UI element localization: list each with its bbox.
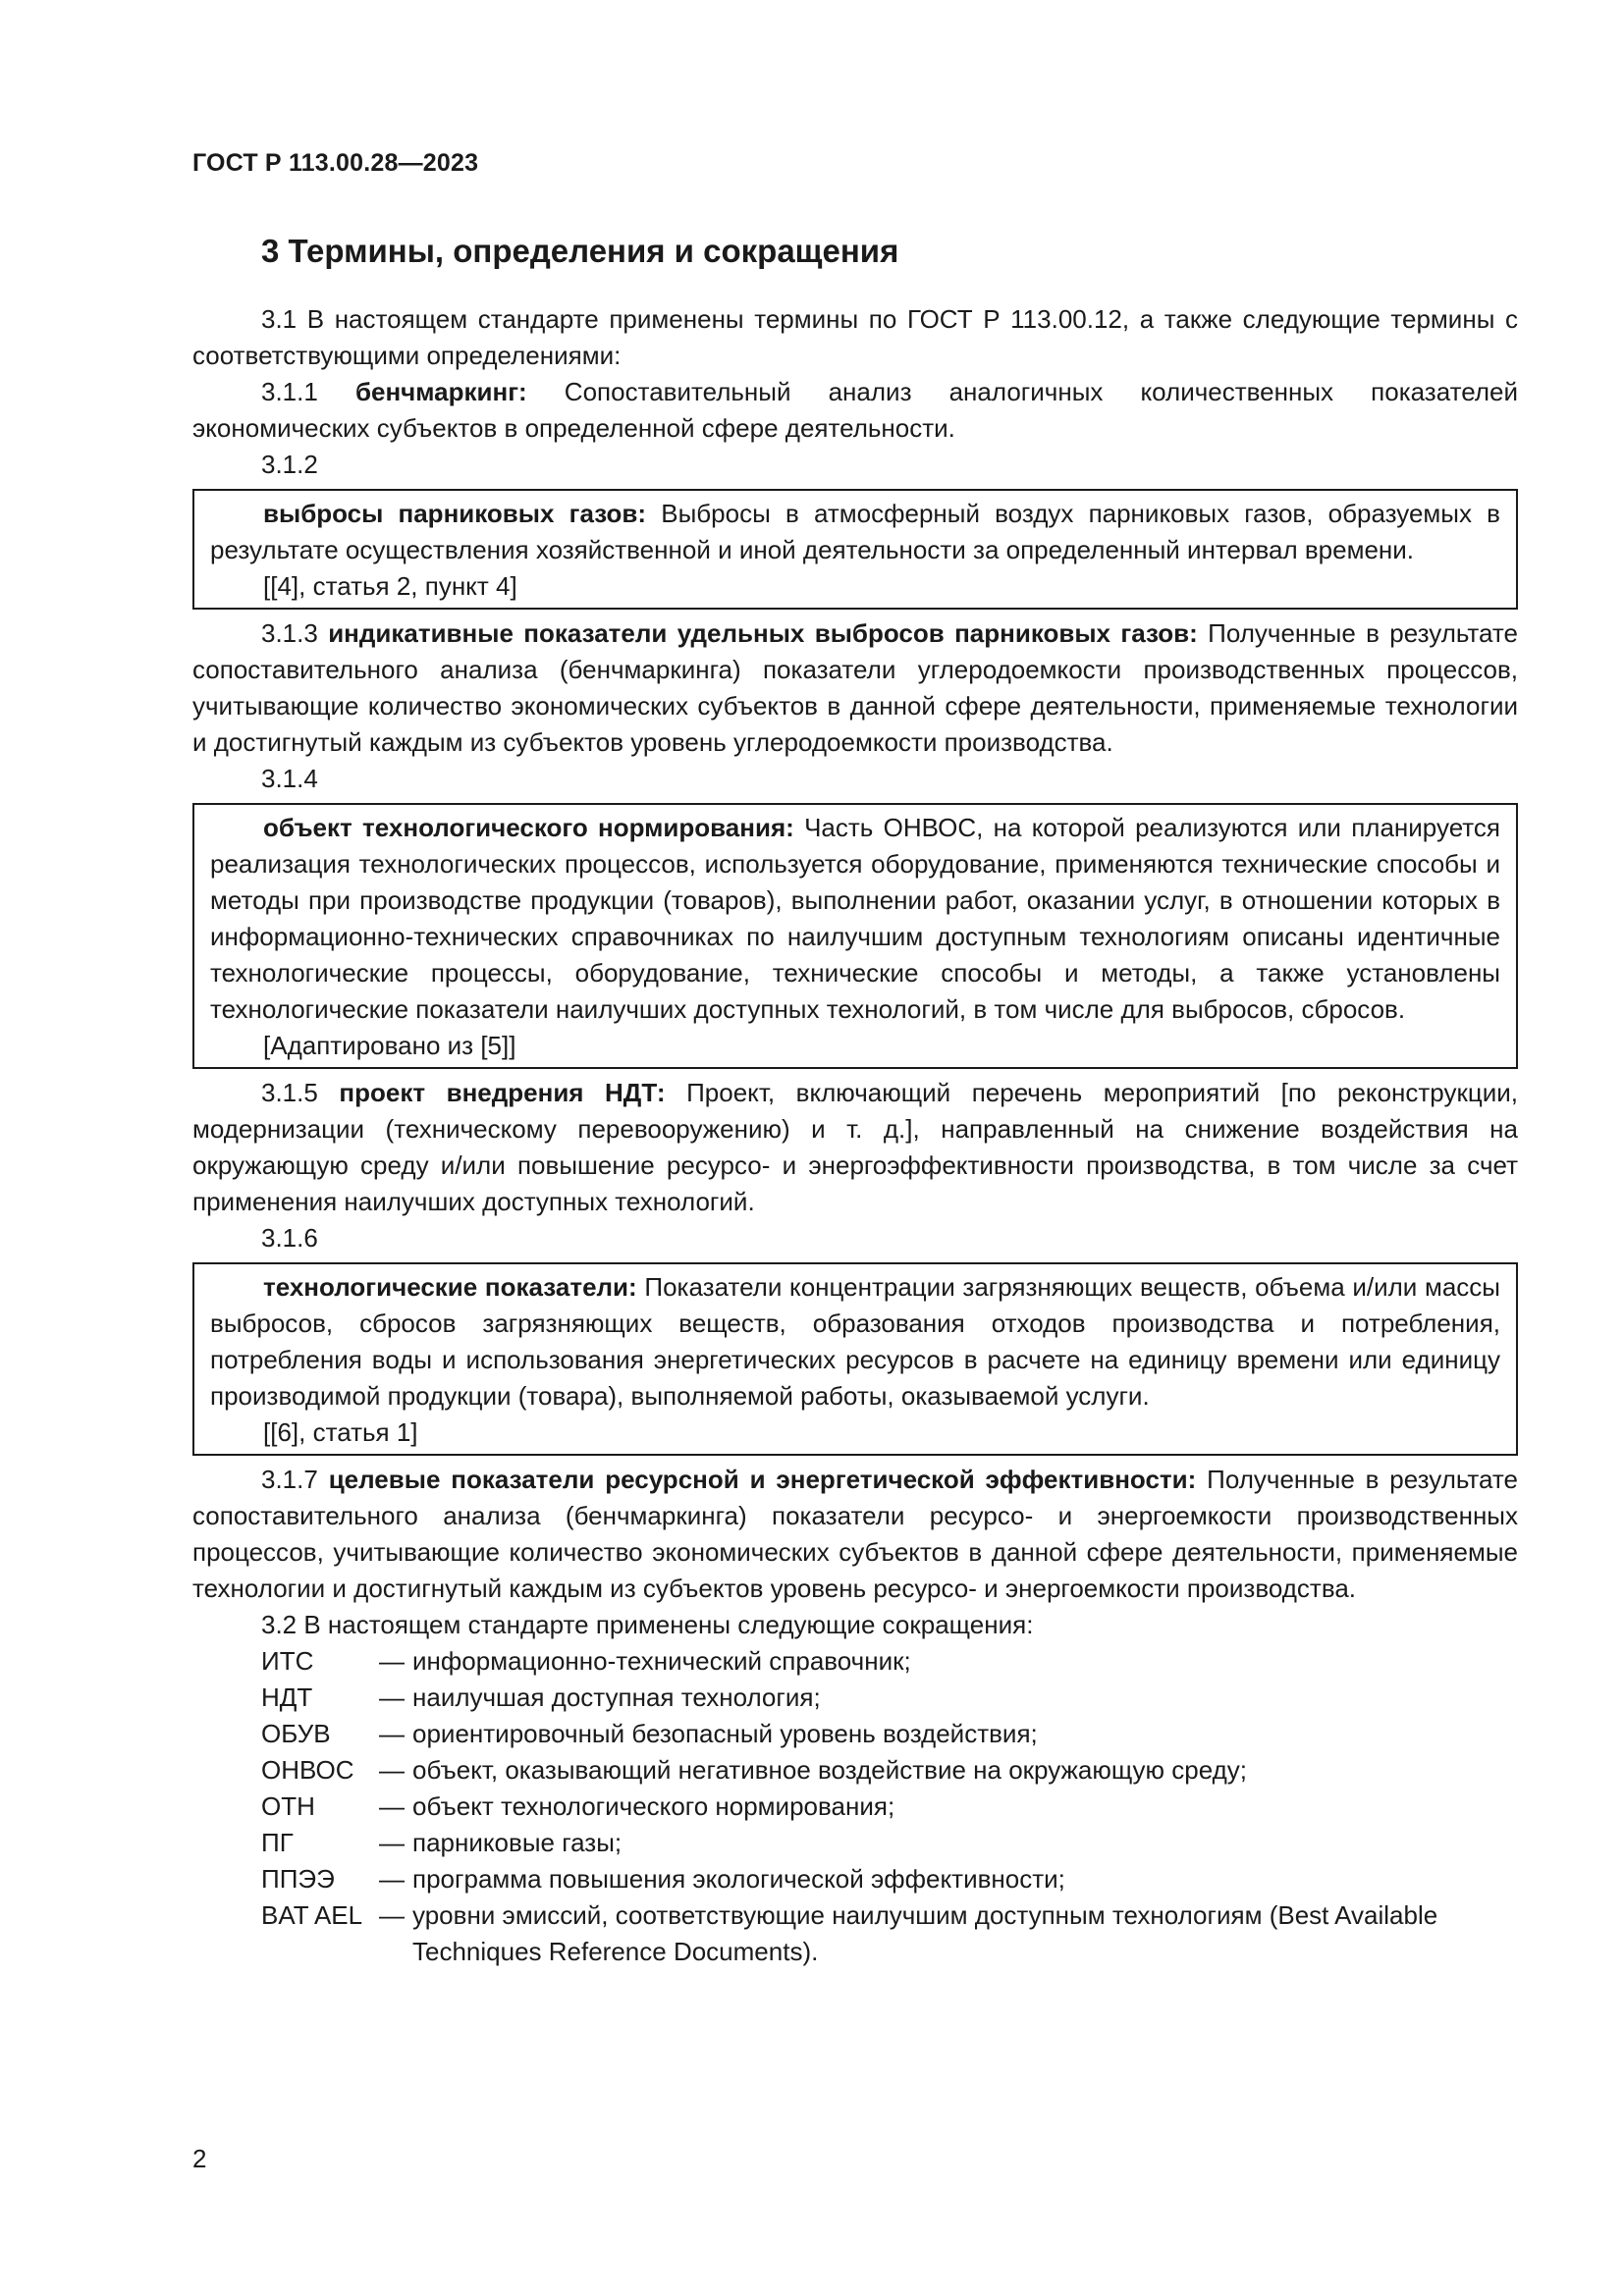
- term-number-3-1-6: 3.1.6: [261, 1223, 318, 1253]
- term-3-1-7: [192, 1462, 1518, 1607]
- abbr-value: парниковые газы;: [412, 1828, 623, 1857]
- abbr-key: ОНВОС: [261, 1755, 354, 1785]
- term-source: [Адаптировано из [5]]: [263, 1031, 516, 1060]
- term-name: целевые показатели ресурсной и энергетической эффективности:: [328, 1465, 1197, 1494]
- term-source: [[4], статья 2, пункт 4]: [263, 571, 517, 601]
- term-number-3-1-4: 3.1.4: [261, 764, 318, 793]
- term-number: 3.1.7: [261, 1465, 318, 1494]
- term-source: [[6], статья 1]: [263, 1417, 418, 1447]
- term-3-1-3: [192, 615, 1518, 761]
- abbr-dash: —: [379, 1828, 405, 1857]
- abbr-dash: —: [379, 1646, 405, 1676]
- term-3-1-1: [192, 374, 1518, 447]
- term-name: объект технологического нормирования:: [263, 813, 794, 842]
- abbr-value: уровни эмиссий, соответствующие наилучшим доступным технологиям (Best Available Techniques Reference Documents).: [412, 1900, 1438, 1966]
- term-3-1-6: [210, 1269, 1500, 1415]
- term-definition: Полученные в результате сопоставительного анализа (бенчмаркинга) показатели углеродоемкости производственных процессов, учитывающие количество экономических субъектов в данной сфере деятельности, применяемые технологии и достигнутый каждым из субъектов уровень углеродоемкости производства.: [192, 618, 1518, 757]
- abbr-dash: —: [379, 1719, 405, 1748]
- abbr-key: ИТС: [261, 1646, 314, 1676]
- abbr-value: информационно-технический справочник;: [412, 1646, 911, 1676]
- term-number: 3.1.1: [261, 377, 318, 406]
- abbr-dash: —: [379, 1755, 405, 1785]
- term-number: 3.1.5: [261, 1078, 318, 1107]
- abbr-dash: —: [379, 1900, 405, 1930]
- abbr-dash: —: [379, 1682, 405, 1712]
- abbr-key: BAT AEL: [261, 1900, 363, 1930]
- term-box-3-1-4: [192, 803, 1518, 1069]
- abbr-value: объект технологического нормирования;: [412, 1791, 895, 1821]
- paragraph-3-1: 3.1 В настоящем стандарте применены термины по ГОСТ Р 113.00.12, а также следующие термины с соответствующими определениями:: [192, 304, 1518, 370]
- term-definition: Выбросы в атмосферный воздух парниковых газов, образуемых в результате осуществления хозяйственной и иной деятельности за определенный интервал времени.: [210, 499, 1500, 564]
- abbr-key: ОБУВ: [261, 1719, 331, 1748]
- term-3-1-5: [192, 1075, 1518, 1220]
- standard-header: ГОСТ Р 113.00.28—2023: [192, 149, 479, 177]
- abbreviations-list: [192, 1643, 1518, 1970]
- abbr-dash: —: [379, 1864, 405, 1894]
- term-definition: Часть ОНВОС, на которой реализуются или планируется реализация технологических процессов, используется оборудование, применяются технические способы и методы при производстве продукции (товаров), выполнении работ, оказании услуг, в отношении которых в информационно-технических справочниках по наилучшим доступным технологиям описаны идентичные технологические процессы, оборудование, технические способы и методы, а также установлены технологические показатели наилучших доступных технологий, в том числе для выбросов, сбросов.: [210, 813, 1500, 1024]
- abbr-value: программа повышения экологической эффективности;: [412, 1864, 1065, 1894]
- page-content: [192, 232, 1518, 1970]
- term-number: 3.1.3: [261, 618, 318, 648]
- abbr-key: НДТ: [261, 1682, 313, 1712]
- term-3-1-4: [210, 810, 1500, 1028]
- section-title: 3 Термины, определения и сокращения: [261, 233, 899, 269]
- term-definition: Проект, включающий перечень мероприятий [по реконструкции, модернизации (техническому перевооружению) и т. д.], направленный на снижение воздействия на окружающую среду и/или повышение ресурсо- и энергоэффективности производства, в том числе за счет применения наилучших доступных технологий.: [192, 1078, 1519, 1216]
- term-name: технологические показатели:: [263, 1272, 637, 1302]
- term-definition: Сопоставительный анализ аналогичных количественных показателей экономических субъектов в определенной сфере деятельности.: [192, 377, 1518, 443]
- term-3-1-2: [210, 496, 1500, 568]
- term-box-3-1-2: [192, 489, 1518, 610]
- term-box-3-1-6: [192, 1262, 1518, 1456]
- abbr-key: ППЭЭ: [261, 1864, 335, 1894]
- term-name: индикативные показатели удельных выбросов парниковых газов:: [328, 618, 1198, 648]
- abbr-key: ПГ: [261, 1828, 294, 1857]
- term-definition: Полученные в результате сопоставительного анализа (бенчмаркинга) показатели ресурсо- и энергоемкости производственных процессов, учитывающие количество экономических субъектов в данной сфере деятельности, применяемые технологии и достигнутый каждым из субъектов уровень ресурсо- и энергоемкости производства.: [192, 1465, 1518, 1603]
- term-name: проект внедрения НДТ:: [339, 1078, 666, 1107]
- abbr-value: объект, оказывающий негативное воздействие на окружающую среду;: [412, 1755, 1247, 1785]
- term-number-3-1-2: 3.1.2: [261, 450, 318, 479]
- abbr-value: ориентировочный безопасный уровень воздействия;: [412, 1719, 1038, 1748]
- abbr-dash: —: [379, 1791, 405, 1821]
- page-number: 2: [192, 2144, 207, 2173]
- abbr-key: ОТН: [261, 1791, 315, 1821]
- term-name: выбросы парниковых газов:: [263, 499, 647, 528]
- term-definition: Показатели концентрации загрязняющих веществ, объема и/или массы выбросов, сбросов загрязняющих веществ, образования отходов производства и потребления, потребления воды и использования энергетических ресурсов в расчете на единицу времени или единицу производимой продукции (товара), выполняемой работы, оказываемой услуги.: [210, 1272, 1500, 1411]
- term-name: бенчмаркинг:: [354, 377, 527, 406]
- paragraph-3-2: 3.2 В настоящем стандарте применены следующие сокращения:: [261, 1610, 1034, 1639]
- abbr-value: наилучшая доступная технология;: [412, 1682, 821, 1712]
